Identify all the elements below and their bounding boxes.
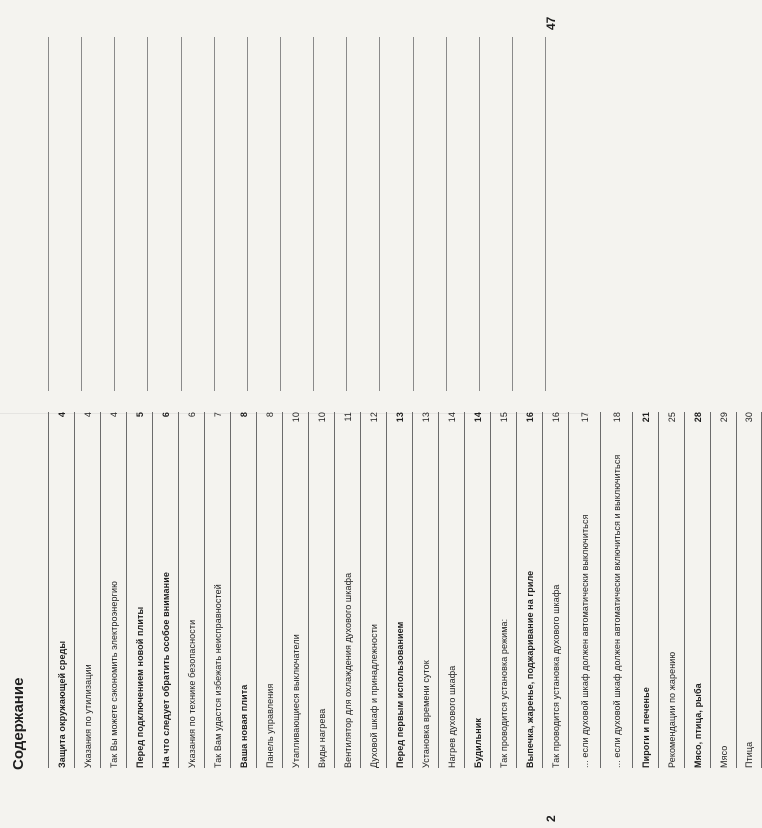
page-title: Содержание	[10, 677, 27, 770]
toc-entry-title: ... если духовой шкаф должен автоматически включиться и выключиться	[611, 454, 622, 768]
toc-entry	[438, 412, 464, 768]
toc-entry-page: 8	[264, 412, 275, 418]
toc-entry	[282, 412, 308, 768]
page-number-left: 2	[544, 815, 558, 822]
note-line	[114, 37, 147, 391]
toc-entry-title: Так Вам удастся избежать неисправностей	[212, 584, 223, 768]
toc-entry-page: 16	[524, 412, 535, 423]
toc-entry	[256, 412, 282, 768]
toc-entry-page: 21	[640, 412, 651, 423]
toc-entry-title: Птица	[744, 741, 754, 768]
toc-entry	[126, 412, 152, 768]
toc-entry	[542, 412, 568, 768]
toc-entry	[684, 412, 710, 768]
toc-entry-page: 15	[498, 412, 509, 423]
note-line	[479, 37, 512, 391]
toc-entry	[308, 412, 334, 768]
toc-entry-page: 6	[160, 412, 171, 418]
toc-entry-page: 13	[420, 412, 431, 423]
toc-entry	[412, 412, 438, 768]
toc-entry-page: 17	[579, 412, 590, 423]
toc-entry	[334, 412, 360, 768]
toc-entry-title: ... если духовой шкаф должен автоматически выключиться	[579, 514, 590, 768]
toc-entry-title: На что следует обратить особое внимание	[160, 572, 171, 768]
toc-entry-page: 14	[446, 412, 457, 423]
note-line	[313, 37, 346, 391]
toc-entry	[710, 412, 736, 768]
toc-entry-title: Указания по утилизации	[82, 664, 93, 768]
toc-entry-page: 28	[692, 412, 703, 423]
notes-lines	[48, 37, 546, 391]
toc-entry	[360, 412, 386, 768]
toc-entry-title: Установка времени суток	[420, 660, 431, 768]
toc-entry	[600, 412, 632, 768]
toc-entry-page: 4	[108, 412, 119, 418]
note-line	[446, 37, 479, 391]
toc-entry	[48, 412, 74, 768]
note-line	[214, 37, 247, 391]
toc-entry-page: 11	[342, 412, 353, 422]
note-line	[346, 37, 379, 391]
toc-entry	[658, 412, 684, 768]
toc-entry-page: 13	[394, 412, 405, 423]
toc-entry	[204, 412, 230, 768]
toc-entry-page: 18	[611, 412, 622, 423]
note-line	[280, 37, 313, 391]
toc-entry	[178, 412, 204, 768]
note-line	[147, 37, 180, 391]
note-line	[379, 37, 412, 391]
toc-entry	[490, 412, 516, 768]
toc-entry-page: 4	[56, 412, 67, 418]
toc-entry-title: Виды нагрева	[316, 708, 327, 768]
toc-entry-page: 14	[472, 412, 483, 423]
toc-entry	[516, 412, 542, 768]
toc-entry-title: Панель управления	[264, 683, 275, 768]
toc-entry-page: 30	[744, 412, 754, 423]
page-number-right: 47	[544, 16, 558, 30]
toc-entry-title: Защита окружающей среды	[56, 640, 67, 768]
toc-entry-title: Так Вы можете сэкономить электроэнергию	[108, 581, 119, 768]
note-line	[512, 37, 546, 391]
toc-entry	[152, 412, 178, 768]
toc-entry-title: Утапливающиеся выключатели	[290, 634, 301, 768]
toc-entry	[632, 412, 658, 768]
toc-entry-page: 25	[666, 412, 677, 423]
toc-entry	[386, 412, 412, 768]
toc-entry	[100, 412, 126, 768]
toc-entry-page: 4	[82, 412, 93, 418]
toc-entry-title: Перед первым использованием	[394, 621, 405, 768]
toc-entry	[74, 412, 100, 768]
toc-entry-title: Пироги и печенье	[640, 687, 651, 768]
toc-entry-title: Так проводится установка режима:	[498, 618, 509, 768]
toc-entry-title: Вентилятор для охлаждения духового шкафа	[342, 572, 353, 768]
toc-entry-page: 5	[134, 412, 145, 418]
toc-entry-page: 10	[316, 412, 327, 423]
toc-entry-title: Указания по технике безопасности	[186, 619, 197, 768]
toc-entry	[568, 412, 600, 768]
toc-entry	[230, 412, 256, 768]
toc-entry-page: 6	[186, 412, 197, 418]
toc-entry-title: Будильник	[472, 717, 483, 768]
toc-entry-title: Мясо	[718, 745, 729, 768]
toc-entry	[464, 412, 490, 768]
toc-entry-page: 8	[238, 412, 249, 418]
toc-entry-page: 10	[290, 412, 301, 423]
toc-entry-title: Нагрев духового шкафа	[446, 665, 457, 768]
note-line	[81, 37, 114, 391]
toc-entry-title: Мясо, птица, рыба	[692, 683, 703, 768]
toc-entry	[736, 412, 762, 768]
toc-entry-page: 7	[212, 412, 223, 418]
table-of-contents	[48, 412, 762, 768]
toc-entry-page: 16	[550, 412, 561, 423]
toc-entry-title: Рекомендации по жарению	[666, 651, 677, 768]
note-line	[181, 37, 214, 391]
toc-entry-title: Так проводится установка духового шкафа	[550, 584, 561, 768]
toc-entry-page: 29	[718, 412, 729, 423]
toc-entry-title: Перед подключением новой плиты	[134, 606, 145, 768]
toc-entry-title: Ваша новая плита	[238, 684, 249, 768]
note-line	[247, 37, 280, 391]
toc-entry-title: Духовой шкаф и принадлежности	[368, 623, 379, 768]
note-line	[413, 37, 446, 391]
toc-entry-title: Выпечка, жаренье, поджаривание на гриле	[524, 570, 535, 768]
toc-entry-page: 12	[368, 412, 379, 423]
note-line	[48, 37, 81, 391]
